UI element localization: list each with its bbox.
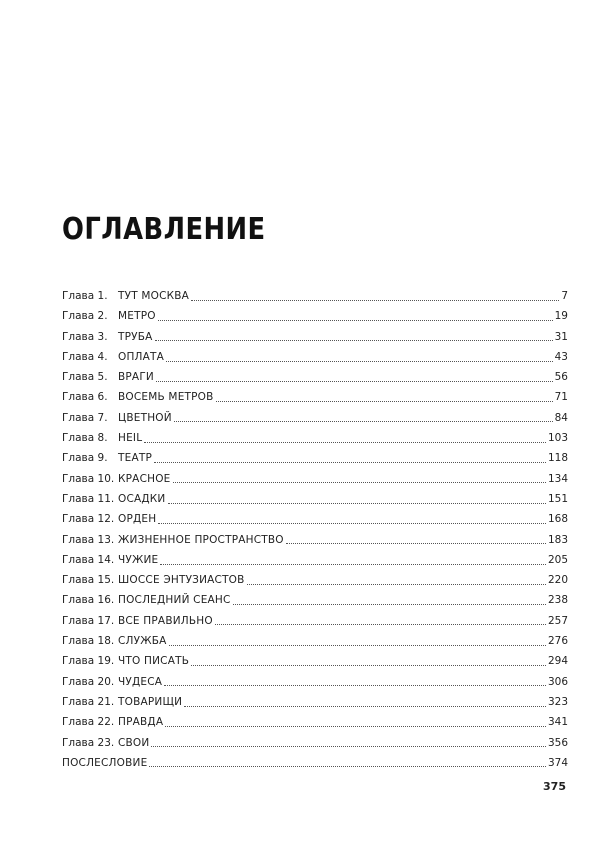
toc-chapter-label: Глава 6. (62, 391, 108, 404)
toc-leader-dots (151, 745, 545, 747)
toc-leader-dots (168, 502, 546, 504)
toc-entry[interactable] (62, 753, 568, 773)
toc-leader-dots (149, 765, 546, 767)
toc-chapter-label: Глава 16. (62, 594, 115, 607)
toc-chapter-title: ВОСЕМЬ МЕТРОВ (118, 391, 214, 404)
toc-entry[interactable] (62, 367, 568, 387)
toc-chapter-title: СВОИ (118, 736, 150, 749)
toc-entry[interactable] (62, 408, 568, 428)
toc-chapter-title: ЧУЖИЕ (118, 553, 159, 566)
toc-page-number: 103 (547, 432, 568, 445)
toc-chapter-label: Глава 3. (62, 330, 108, 343)
toc-chapter-label: Глава 20. (62, 675, 115, 688)
toc-leader-dots (173, 481, 546, 483)
toc-chapter-title: ПРАВДА (118, 716, 164, 729)
toc-entry[interactable] (62, 306, 568, 326)
toc-entry[interactable] (62, 733, 568, 753)
toc-leader-dots (160, 563, 546, 565)
toc-page-number: 356 (547, 736, 568, 749)
toc-leader-dots (154, 461, 546, 463)
toc-chapter-title: ПОСЛЕДНИЙ СЕАНС (118, 594, 231, 607)
toc-leader-dots (166, 360, 553, 362)
toc-entry[interactable] (62, 327, 568, 347)
toc-page-number: 276 (547, 635, 568, 648)
toc-entry[interactable] (62, 712, 568, 732)
toc-page-number: 323 (547, 695, 568, 708)
toc-chapter-title: ТОВАРИЩИ (118, 695, 183, 708)
toc-page-number: 134 (547, 472, 568, 485)
toc-page-number: 374 (547, 756, 568, 769)
toc-page-number: 151 (547, 492, 568, 505)
toc-chapter-label: Глава 15. (62, 574, 115, 587)
toc-chapter-label: Глава 2. (62, 310, 108, 323)
table-of-contents (62, 286, 568, 773)
toc-chapter-title: ЦВЕТНОЙ (118, 411, 172, 424)
toc-chapter-label: Глава 5. (62, 371, 108, 384)
toc-chapter-label: Глава 8. (62, 432, 108, 445)
toc-chapter-title: ВРАГИ (118, 371, 154, 384)
toc-leader-dots (286, 542, 546, 544)
toc-page-number: 341 (547, 716, 568, 729)
toc-page-number: 43 (554, 350, 568, 363)
toc-page-number: 238 (547, 594, 568, 607)
toc-entry[interactable] (62, 550, 568, 570)
toc-leader-dots (215, 623, 546, 625)
toc-entry[interactable] (62, 611, 568, 631)
toc-page-number: 220 (547, 574, 568, 587)
toc-leader-dots (169, 644, 546, 646)
toc-entry[interactable] (62, 651, 568, 671)
toc-entry[interactable] (62, 692, 568, 712)
toc-page-number: 56 (554, 371, 568, 384)
toc-leader-dots (191, 299, 559, 301)
toc-chapter-title: ОСАДКИ (118, 492, 166, 505)
toc-chapter-title: ЖИЗНЕННОЕ ПРОСТРАНСТВО (118, 533, 284, 546)
toc-entry[interactable] (62, 631, 568, 651)
toc-chapter-label: Глава 12. (62, 513, 115, 526)
toc-entry[interactable] (62, 672, 568, 692)
toc-chapter-title: ЧТО ПИСАТЬ (118, 655, 190, 668)
toc-entry[interactable] (62, 387, 568, 407)
toc-leader-dots (233, 603, 546, 605)
toc-leader-dots (184, 705, 546, 707)
toc-leader-dots (155, 339, 553, 341)
toc-chapter-title: ПОСЛЕСЛОВИЕ (62, 756, 148, 769)
toc-chapter-label: Глава 9. (62, 452, 108, 465)
toc-chapter-title: СЛУЖБА (118, 635, 167, 648)
toc-leader-dots (164, 684, 546, 686)
page-title: ОГЛАВЛЕНИЕ (62, 212, 266, 247)
page-number: 375 (543, 780, 566, 793)
toc-chapter-label: Глава 18. (62, 635, 115, 648)
toc-chapter-label: Глава 4. (62, 350, 108, 363)
toc-chapter-title: ЧУДЕСА (118, 675, 163, 688)
toc-leader-dots (144, 441, 546, 443)
toc-chapter-label: Глава 1. (62, 290, 108, 302)
toc-leader-dots (156, 380, 553, 382)
toc-leader-dots (191, 664, 546, 666)
toc-chapter-label: Глава 10. (62, 472, 115, 485)
toc-entry[interactable] (62, 509, 568, 529)
toc-leader-dots (158, 522, 546, 524)
toc-entry[interactable] (62, 570, 568, 590)
toc-chapter-label: Глава 14. (62, 553, 115, 566)
toc-chapter-title: HEIL (118, 432, 143, 445)
toc-chapter-label: Глава 11. (62, 492, 115, 505)
toc-chapter-title: ШОССЕ ЭНТУЗИАСТОВ (118, 574, 245, 587)
toc-page-number: 183 (547, 533, 568, 546)
toc-chapter-title: КРАСНОЕ (118, 472, 171, 485)
toc-page-number: 294 (547, 655, 568, 668)
toc-chapter-title: ТРУБА (118, 330, 153, 343)
toc-chapter-label: Глава 13. (62, 533, 115, 546)
toc-entry[interactable] (62, 428, 568, 448)
toc-chapter-title: ТУТ МОСКВА (118, 290, 190, 302)
toc-chapter-label: Глава 23. (62, 736, 115, 749)
toc-entry[interactable] (62, 286, 568, 306)
toc-entry[interactable] (62, 347, 568, 367)
toc-entry[interactable] (62, 469, 568, 489)
toc-page-number: 31 (554, 330, 568, 343)
toc-page-number: 19 (554, 310, 568, 323)
toc-page-number: 84 (554, 411, 568, 424)
toc-leader-dots (216, 400, 553, 402)
toc-page-number: 257 (547, 614, 568, 627)
toc-entry[interactable] (62, 489, 568, 509)
toc-leader-dots (165, 725, 546, 727)
toc-page-number: 71 (554, 391, 568, 404)
toc-leader-dots (158, 319, 553, 321)
toc-chapter-label: Глава 17. (62, 614, 115, 627)
toc-chapter-label: Глава 19. (62, 655, 115, 668)
toc-entry[interactable] (62, 530, 568, 550)
toc-chapter-title: ТЕАТР (118, 452, 152, 465)
toc-leader-dots (247, 583, 546, 585)
toc-entry[interactable] (62, 590, 568, 610)
toc-chapter-label: Глава 7. (62, 411, 108, 424)
toc-chapter-title: ОПЛАТА (118, 350, 165, 363)
toc-page-number: 118 (547, 452, 568, 465)
toc-chapter-label: Глава 22. (62, 716, 115, 729)
toc-chapter-title: МЕТРО (118, 310, 156, 323)
toc-entry[interactable] (62, 448, 568, 468)
toc-page-number: 7 (561, 290, 568, 302)
toc-chapter-label: Глава 21. (62, 695, 115, 708)
toc-leader-dots (174, 420, 553, 422)
toc-page-number: 168 (547, 513, 568, 526)
toc-chapter-title: ОРДЕН (118, 513, 157, 526)
toc-page-number: 205 (547, 553, 568, 566)
toc-page-number: 306 (547, 675, 568, 688)
toc-chapter-title: ВСЕ ПРАВИЛЬНО (118, 614, 213, 627)
